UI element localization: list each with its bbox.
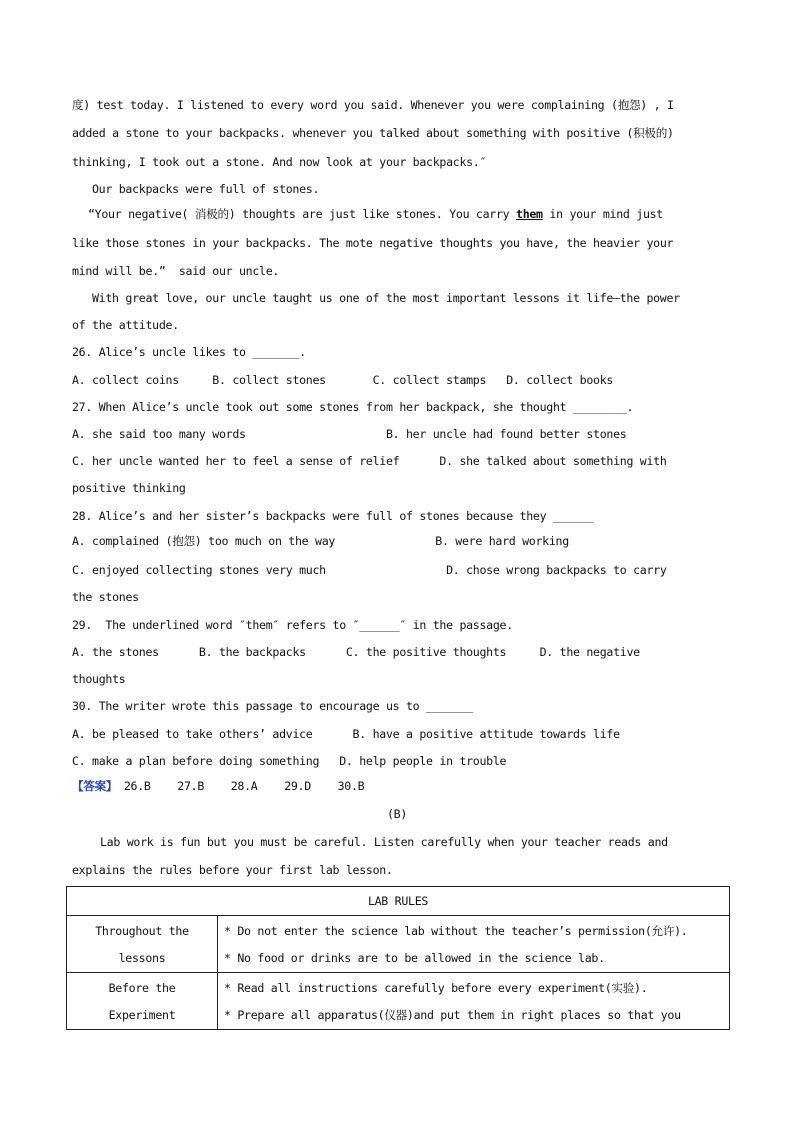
rule-item: * No food or drinks are to be allowed in the science lab. bbox=[224, 951, 605, 965]
question-line: C. her uncle wanted her to feel a sense of relief D. she talked about something with bbox=[72, 454, 667, 468]
question-line: the stones bbox=[72, 590, 139, 604]
question-line: A. complained (抱怨) too much on the way B. were hard working bbox=[72, 534, 569, 548]
table-row bbox=[67, 916, 730, 973]
section-b-intro: explains the rules before your first lab lesson. bbox=[72, 863, 393, 877]
passage-line: mind will be.” said our uncle. bbox=[72, 264, 280, 278]
answer-line bbox=[72, 778, 732, 794]
section-label: lessons bbox=[118, 951, 166, 965]
question-line: 26. Alice’s uncle likes to _______. bbox=[72, 345, 306, 359]
them-after: in your mind just bbox=[542, 207, 663, 221]
question-line: 28. Alice’s and her sister’s backpacks were full of stones because they ______ bbox=[72, 509, 594, 523]
question-line: A. the stones B. the backpacks C. the positive thoughts D. the negative bbox=[72, 645, 640, 659]
rules-cell bbox=[218, 973, 730, 1030]
question-line: A. collect coins B. collect stones C. collect stamps D. collect books bbox=[72, 373, 614, 387]
question-line: A. be pleased to take others’ advice B. have a positive attitude towards life bbox=[72, 727, 620, 741]
question-line: C. enjoyed collecting stones very much D. chose wrong backpacks to carry bbox=[72, 563, 667, 577]
section-label: Throughout the bbox=[95, 924, 189, 938]
question-line: positive thinking bbox=[72, 481, 186, 495]
section-b-intro: Lab work is fun but you must be careful. Listen carefully when your teacher reads and bbox=[100, 835, 668, 849]
rule-item: * Prepare all apparatus(仪器)and put them in right places so that you bbox=[224, 1008, 681, 1022]
section-cell bbox=[67, 973, 218, 1030]
answer-label: 【答案】 bbox=[72, 779, 118, 793]
question-line: 30. The writer wrote this passage to encourage us to _______ bbox=[72, 699, 473, 713]
question-line: C. make a plan before doing something D. help people in trouble bbox=[72, 754, 507, 768]
passage-line: of the attitude. bbox=[72, 318, 179, 332]
rules-cell bbox=[218, 916, 730, 973]
passage-line: Our backpacks were full of stones. bbox=[92, 182, 320, 196]
section-b-heading: (B) bbox=[386, 807, 408, 821]
table-row bbox=[67, 973, 730, 1030]
underlined-word-them: them bbox=[516, 207, 543, 221]
passage-line: With great love, our uncle taught us one of the most important lessons it life—the power bbox=[92, 291, 680, 305]
passage-line-them bbox=[88, 206, 748, 222]
lab-rules-title: LAB RULES bbox=[67, 887, 730, 916]
passage-line: thinking, I took out a stone. And now look at your backpacks.″ bbox=[72, 155, 487, 169]
question-line: thoughts bbox=[72, 672, 126, 686]
section-cell bbox=[67, 916, 218, 973]
question-line: A. she said too many words B. her uncle had found better stones bbox=[72, 427, 627, 441]
lab-rules-table bbox=[66, 886, 730, 1030]
question-line: 27. When Alice’s uncle took out some stones from her backpack, she thought ________. bbox=[72, 400, 634, 414]
passage-line: like those stones in your backpacks. The mote negative thoughts you have, the heavier your bbox=[72, 236, 674, 250]
passage-line: added a stone to your backpacks. whenever you talked about something with positive (积极的) bbox=[72, 126, 674, 140]
passage-line: 度) test today. I listened to every word you said. Whenever you were complaining (抱怨) , I bbox=[72, 98, 674, 112]
them-before: “Your negative( 消极的) thoughts are just like stones. You carry bbox=[88, 207, 517, 221]
rule-item: * Read all instructions carefully before every experiment(实验). bbox=[224, 981, 648, 995]
answer-keys: 26.B 27.B 28.A 29.D 30.B bbox=[117, 779, 365, 793]
section-label: Experiment bbox=[108, 1008, 176, 1022]
question-line: 29. The underlined word ″them″ refers to ″______″ in the passage. bbox=[72, 618, 513, 632]
rule-item: * Do not enter the science lab without the teacher’s permission(允许). bbox=[224, 924, 688, 938]
section-label: Before the bbox=[108, 981, 176, 995]
